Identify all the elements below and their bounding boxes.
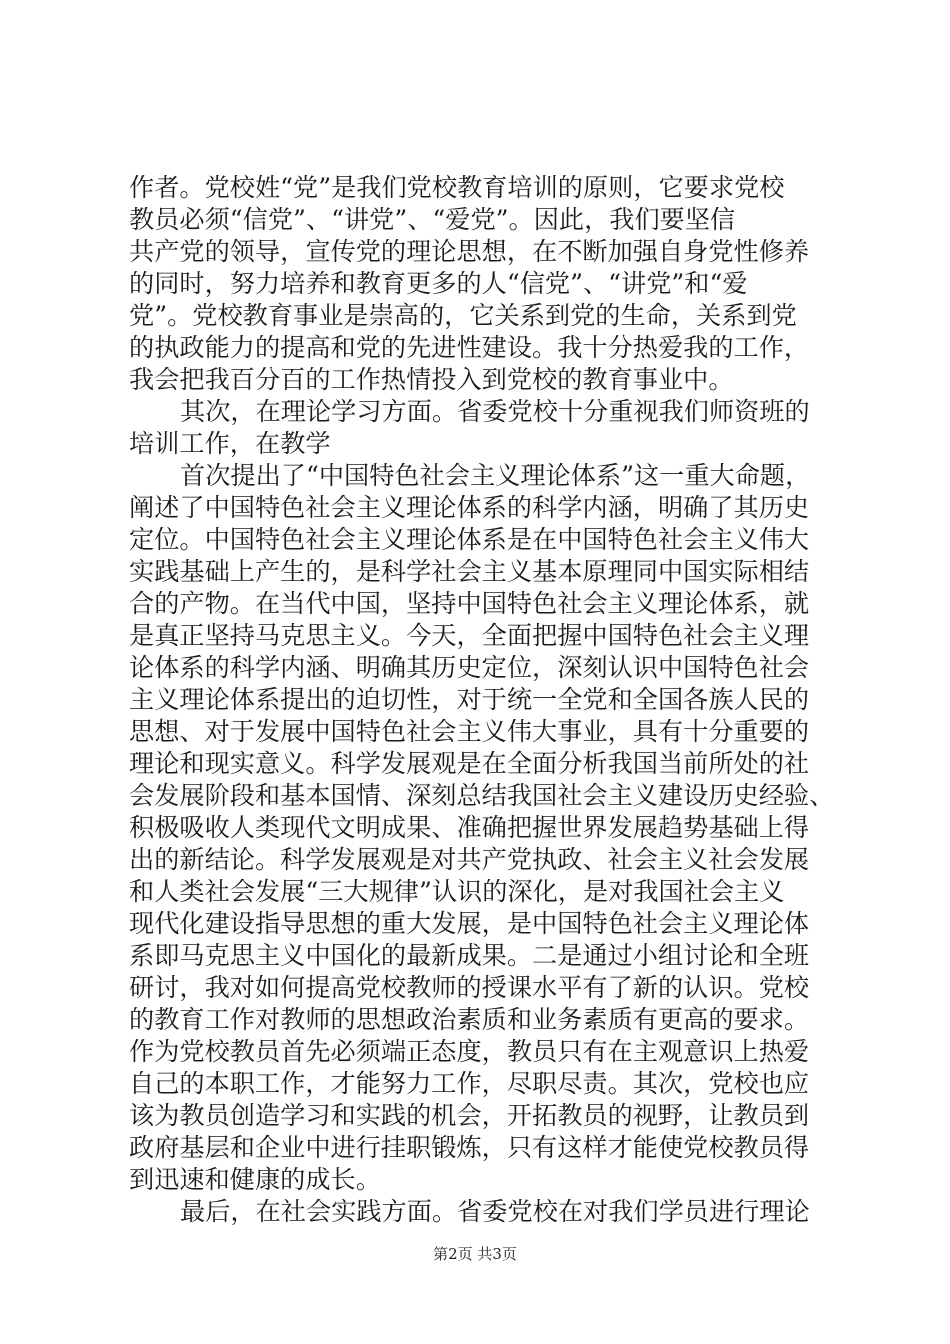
text-line: 积极吸收人类现代文明成果、准确把握世界发展趋势基础上得: [129, 813, 810, 842]
text-line: 作为党校教员首先必须端正态度，教员只有在主观意识上热爱: [129, 1037, 810, 1066]
text-line: 理论和现实意义。科学发展观是在全面分析我国当前所处的社: [129, 749, 810, 778]
text-line: 的执政能力的提高和党的先进性建设。我十分热爱我的工作，: [129, 333, 810, 362]
text-line: 自己的本职工作，才能努力工作，尽职尽责。其次，党校也应: [129, 1069, 810, 1098]
paragraph-start-line: 首次提出了“中国特色社会主义理论体系”这一重大命题，: [180, 461, 811, 490]
text-line: 的同时，努力培养和教育更多的人“信党”、“讲党”和“爱: [129, 269, 748, 298]
paragraph-start-line: 其次，在理论学习方面。省委党校十分重视我们师资班的: [180, 397, 810, 426]
text-line: 系即马克思主义中国化的最新成果。二是通过小组讨论和全班: [129, 941, 810, 970]
text-line: 会发展阶段和基本国情、深刻总结我国社会主义建设历史经验、: [129, 781, 835, 810]
text-line: 的教育工作对教师的思想政治素质和业务素质有更高的要求。: [129, 1005, 810, 1034]
page-number-footer: 第2页 共3页: [433, 1245, 517, 1263]
text-line: 该为教员创造学习和实践的机会，开拓教员的视野，让教员到: [129, 1101, 810, 1130]
text-line: 思想、对于发展中国特色社会主义伟大事业，具有十分重要的: [129, 717, 810, 746]
paragraph-start-line: 最后，在社会实践方面。省委党校在对我们学员进行理论: [180, 1197, 810, 1226]
text-line: 合的产物。在当代中国，坚持中国特色社会主义理论体系，就: [129, 589, 810, 618]
text-line: 主义理论体系提出的迫切性，对于统一全党和全国各族人民的: [129, 685, 810, 714]
text-line: 和人类社会发展“三大规律”认识的深化，是对我国社会主义: [129, 877, 785, 906]
text-line: 论体系的科学内涵、明确其历史定位，深刻认识中国特色社会: [129, 653, 810, 682]
text-line: 阐述了中国特色社会主义理论体系的科学内涵，明确了其历史: [129, 493, 810, 522]
text-line: 我会把我百分百的工作热情投入到党校的教育事业中。: [129, 365, 734, 394]
text-line: 作者。党校姓“党”是我们党校教育培训的原则，它要求党校: [129, 173, 785, 202]
text-line: 研讨，我对如何提高党校教师的授课水平有了新的认识。党校: [129, 973, 810, 1002]
text-line: 政府基层和企业中进行挂职锻炼，只有这样才能使党校教员得: [129, 1133, 810, 1162]
text-line: 教员必须“信党”、“讲党”、“爱党”。因此，我们要坚信: [129, 205, 736, 234]
text-line: 实践基础上产生的，是科学社会主义基本原理同中国实际相结: [129, 557, 810, 586]
text-line: 到迅速和健康的成长。: [129, 1165, 381, 1194]
text-line: 党”。党校教育事业是崇高的，它关系到党的生命，关系到党: [129, 301, 797, 330]
text-line: 培训工作，在教学: [129, 429, 331, 458]
text-line: 共产党的领导，宣传党的理论思想，在不断加强自身党性修养: [129, 237, 810, 266]
text-line: 是真正坚持马克思主义。今天，全面把握中国特色社会主义理: [129, 621, 810, 650]
text-line: 现代化建设指导思想的重大发展，是中国特色社会主义理论体: [129, 909, 810, 938]
text-line: 定位。中国特色社会主义理论体系是在中国特色社会主义伟大: [129, 525, 810, 554]
text-line: 出的新结论。科学发展观是对共产党执政、社会主义社会发展: [129, 845, 810, 874]
